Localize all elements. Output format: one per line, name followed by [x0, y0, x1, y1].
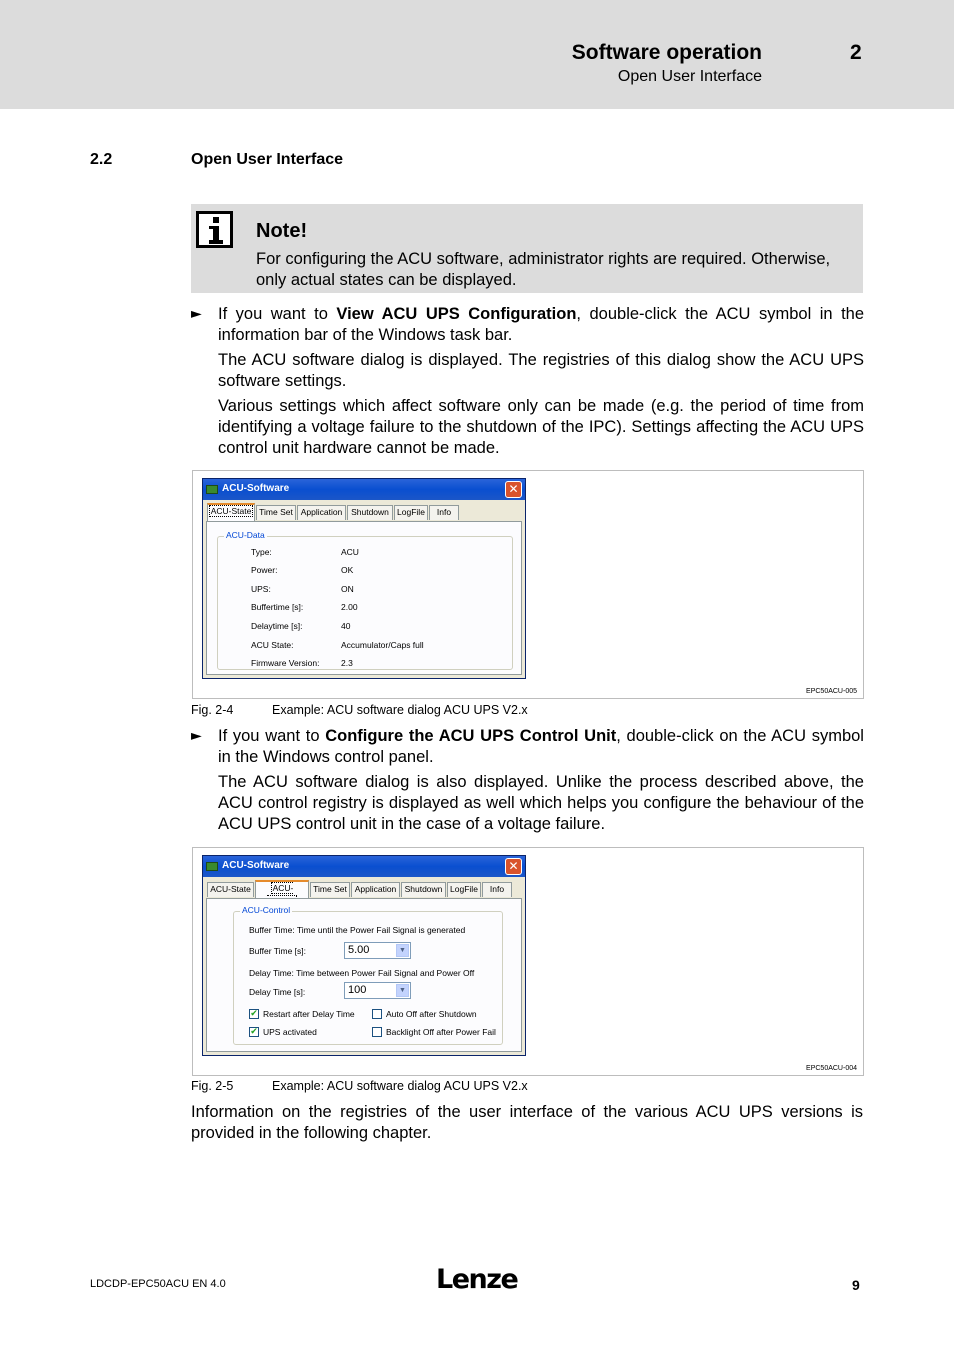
checkbox-label: Backlight Off after Power Fail — [386, 1027, 496, 1037]
tab-shutdown[interactable]: Shutdown — [401, 882, 446, 897]
delay-time-description: Delay Time: Time between Power Fail Signal and Power Off — [249, 968, 475, 978]
closing-paragraph: Information on the registries of the user interface of the various ACU UPS versions is provided in the following chapter. — [191, 1103, 863, 1142]
checkbox-label: Auto Off after Shutdown — [386, 1009, 477, 1019]
chapter-subtitle: Open User Interface — [617, 68, 762, 85]
step1-para3: Various settings which affect software only can be made (e.g. the period of time from identifying a voltage failure to the shutdown of the IPC). Settings affecting the ACU UPS control unit hardware cannot be made. — [218, 397, 864, 457]
backlight-off-checkbox[interactable] — [372, 1027, 382, 1037]
checkbox-label: UPS activated — [263, 1027, 317, 1037]
figure-acu-control — [192, 847, 864, 1076]
tab-panel — [206, 898, 522, 1052]
row-value: OK — [341, 565, 354, 575]
tab-logfile[interactable]: LogFile — [394, 505, 428, 520]
acu-app-icon — [206, 485, 218, 494]
delay-time-select[interactable] — [344, 982, 411, 999]
row-label: UPS: — [251, 584, 271, 594]
step2-text: If you want to Configure the ACU UPS Control Unit, double-click on the ACU symbol in the Windows control panel. — [218, 727, 864, 766]
tab-info[interactable]: Info — [429, 505, 459, 520]
acu-app-icon — [206, 862, 218, 871]
buffer-time-select[interactable] — [344, 942, 411, 959]
tab-logfile[interactable]: LogFile — [447, 882, 481, 897]
acu-software-window — [202, 855, 526, 1056]
step1-para2: The ACU software dialog is displayed. The registries of this dialog show the ACU UPS software settings. — [218, 351, 864, 390]
restart-after-delay-checkbox[interactable]: ✔ — [250, 1009, 258, 1019]
row-label: Type: — [251, 547, 272, 557]
row-value: ON — [341, 584, 354, 594]
step2-para2: The ACU software dialog is also displayed. Unlike the process described above, the ACU control registry is displayed as well which helps you configure the behaviour of the ACU UPS control unit in the case of a voltage failure. — [218, 773, 864, 833]
buffer-time-label: Buffer Time [s]: — [249, 946, 307, 956]
window-title: ACU-Software — [222, 483, 290, 494]
buffer-time-description: Buffer Time: Time until the Power Fail Signal is generated — [249, 925, 466, 935]
row-value: 40 — [341, 621, 351, 631]
figure-number: Fig. 2-5 — [191, 1079, 234, 1093]
figure-code: EPC50ACU-005 — [806, 688, 857, 695]
section-number: 2.2 — [90, 151, 113, 168]
delay-time-value: 100 — [348, 984, 367, 996]
tab-shutdown[interactable]: Shutdown — [347, 505, 393, 520]
close-icon[interactable]: ✕ — [505, 858, 522, 875]
chapter-number: 2 — [850, 41, 862, 64]
figure-acu-state — [192, 470, 864, 699]
acu-software-window — [202, 478, 526, 679]
tab-application[interactable]: Application — [297, 505, 346, 520]
section-title: Open User Interface — [191, 151, 344, 168]
row-label: Buffertime [s]: — [251, 602, 304, 612]
row-value: ACU — [341, 547, 359, 557]
delay-time-label: Delay Time [s]: — [249, 987, 306, 997]
figure-caption: Example: ACU software dialog ACU UPS V2.x — [272, 703, 528, 717]
figure-number: Fig. 2-4 — [191, 703, 234, 717]
tab-bar — [203, 503, 525, 521]
ups-activated-checkbox[interactable]: ✔ — [250, 1027, 258, 1037]
figure-code: EPC50ACU-004 — [806, 1065, 857, 1072]
tab-acu-state[interactable]: ACU-State — [207, 503, 255, 521]
tab-info[interactable]: Info — [482, 882, 512, 897]
window-title: ACU-Software — [222, 860, 290, 871]
tab-time-set[interactable]: Time Set — [256, 505, 296, 520]
info-icon — [196, 211, 233, 248]
tab-panel — [206, 521, 522, 675]
close-icon[interactable]: ✕ — [505, 481, 522, 498]
figure-caption: Example: ACU software dialog ACU UPS V2.x — [272, 1079, 528, 1093]
tab-bar — [203, 880, 525, 898]
document-id: LDCDP-EPC50ACU EN 4.0 — [90, 1278, 226, 1290]
step1-text: If you want to View ACU UPS Configuration, double-click the ACU symbol in the information bar of the Windows task bar. — [218, 305, 865, 344]
tab-acu-control[interactable]: ACU- — [255, 880, 309, 898]
checkbox-label: Restart after Delay Time — [263, 1009, 355, 1019]
row-value: 2.00 — [341, 602, 358, 612]
page-number: 9 — [852, 1277, 860, 1293]
note-text: For configuring the ACU software, administrator rights are required. Otherwise, only actual states can be displayed. — [256, 250, 831, 289]
lenze-logo: Lenze — [436, 1264, 518, 1295]
buffer-time-value: 5.00 — [348, 944, 370, 956]
group-label: ACU-Data — [226, 530, 265, 540]
note-box — [191, 204, 863, 293]
row-label: Power: — [251, 565, 278, 575]
chapter-title: Software operation — [571, 41, 762, 64]
auto-off-checkbox[interactable] — [372, 1009, 382, 1019]
bullet-icon: ► — [191, 728, 202, 744]
row-value: Accumulator/Caps full — [341, 640, 424, 650]
window-titlebar[interactable] — [203, 856, 525, 877]
tab-application[interactable]: Application — [351, 882, 400, 897]
chevron-down-icon[interactable]: ▼ — [396, 944, 409, 957]
row-label: Firmware Version: — [251, 658, 320, 668]
window-titlebar[interactable] — [203, 479, 525, 500]
tab-time-set[interactable]: Time Set — [310, 882, 350, 897]
group-label: ACU-Control — [242, 905, 291, 915]
row-label: Delaytime [s]: — [251, 621, 303, 631]
note-title: Note! — [256, 220, 308, 242]
bullet-icon: ► — [191, 306, 202, 322]
page-header — [0, 0, 954, 109]
row-value: 2.3 — [341, 658, 353, 668]
chevron-down-icon[interactable]: ▼ — [396, 984, 409, 997]
tab-acu-state[interactable]: ACU-State — [207, 882, 254, 897]
row-label: ACU State: — [251, 640, 294, 650]
